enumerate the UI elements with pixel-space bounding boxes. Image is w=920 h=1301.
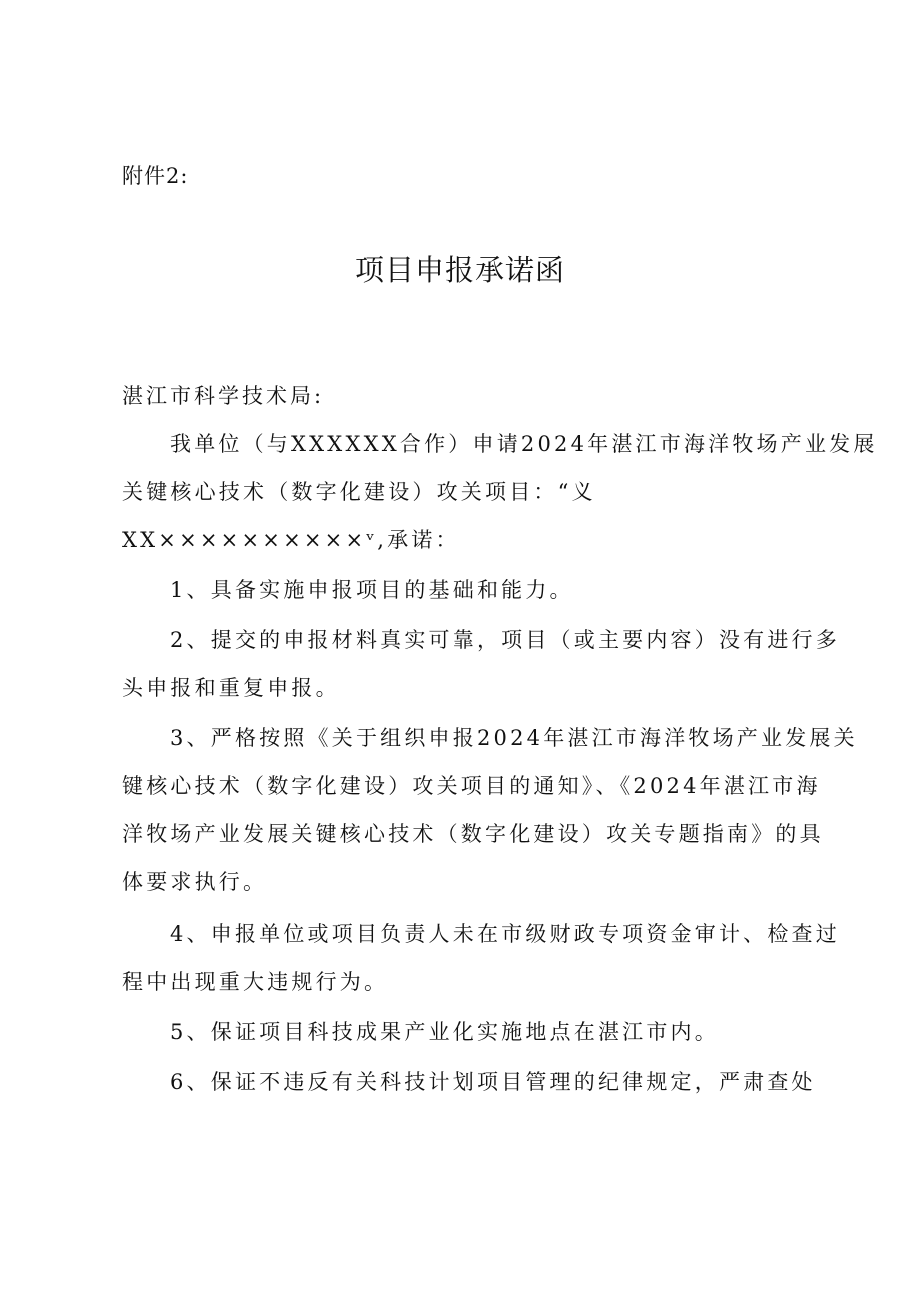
commitment-5-line-1: 5、保证项目科技成果产业化实施地点在湛江市内。: [170, 1020, 719, 1044]
document-title: 项目申报承诺函: [354, 253, 565, 287]
commitment-4-line-2: 程中出现重大违规行为。: [122, 970, 389, 994]
attachment-label: 附件2:: [122, 164, 189, 188]
paragraph-intro-line-2: 关键核心技术（数字化建设）攻关项目：“义: [122, 480, 596, 504]
commitment-6-line-1: 6、保证不违反有关科技计划项目管理的纪律规定，严肃查处: [170, 1070, 816, 1094]
paragraph-intro-line-3: XX××××××××××ᵛ,承诺：: [122, 528, 460, 552]
commitment-2-line-2: 头申报和重复申报。: [122, 676, 340, 700]
paragraph-intro-line-1: 我单位（与XXXXXX合作）申请2024年湛江市海洋牧场产业发展: [170, 432, 878, 456]
addressee: 湛江市科学技术局:: [122, 384, 325, 408]
commitment-1-line-1: 1、具备实施申报项目的基础和能力。: [170, 578, 574, 602]
commitment-2-line-1: 2、提交的申报材料真实可靠，项目（或主要内容）没有进行多: [170, 628, 840, 652]
commitment-3-line-1: 3、严格按照《关于组织申报2024年湛江市海洋牧场产业发展关: [170, 726, 858, 750]
commitment-3-line-4: 体要求执行。: [122, 870, 268, 894]
commitment-3-line-3: 洋牧场产业发展关键核心技术（数字化建设）攻关专题指南》的具: [122, 822, 824, 846]
commitment-4-line-1: 4、申报单位或项目负责人未在市级财政专项资金审计、检查过: [170, 922, 840, 946]
commitment-3-line-2: 键核心技术（数字化建设）攻关项目的通知》、《2024年湛江市海: [122, 774, 821, 798]
